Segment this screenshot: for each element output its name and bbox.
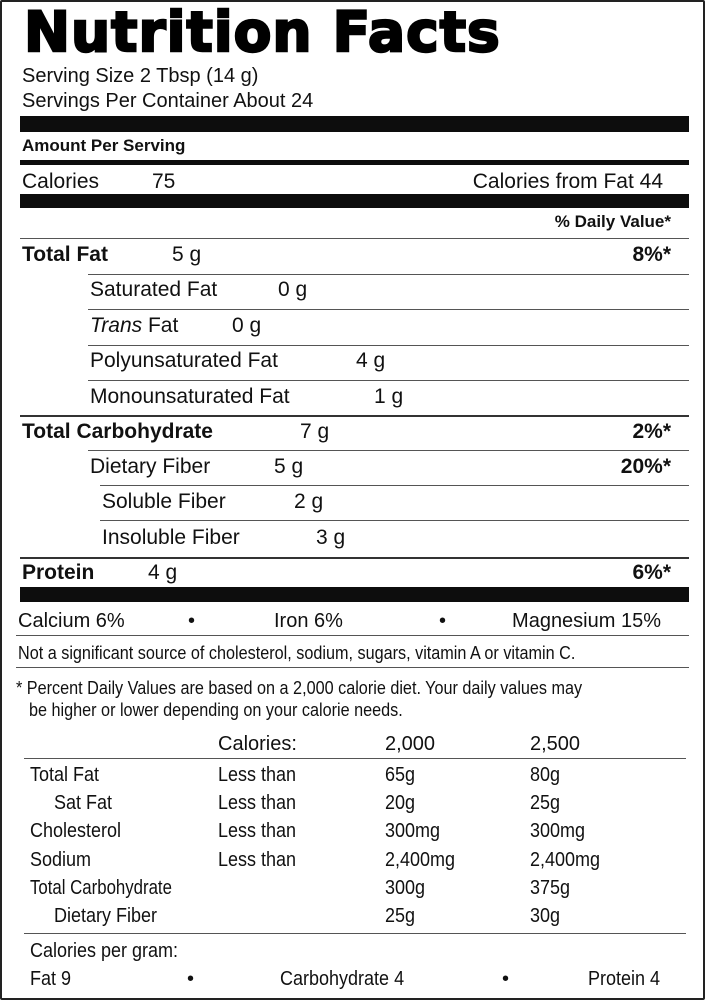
protein-label: Protein bbox=[22, 561, 95, 584]
divider bbox=[20, 238, 689, 239]
servings-per-container: Servings Per Container About 24 bbox=[22, 90, 314, 112]
thick-divider bbox=[20, 116, 689, 132]
calcium-dv: Calcium 6% bbox=[18, 610, 125, 632]
dv-row-qualifier: Less than bbox=[218, 764, 297, 786]
dietary-fiber-amount: 5 g bbox=[274, 455, 304, 478]
dv-row-value-2000: 2,400mg bbox=[385, 849, 456, 871]
trans-fat-amount: 0 g bbox=[232, 314, 262, 337]
dv-row-qualifier: Less than bbox=[218, 792, 297, 814]
protein-per-gram: Protein 4 bbox=[588, 968, 661, 990]
dv-row-name: Total Fat bbox=[30, 764, 100, 786]
dv-row-qualifier: Less than bbox=[218, 820, 297, 842]
bullet-separator: • bbox=[187, 968, 195, 990]
divider bbox=[88, 380, 689, 381]
polyunsaturated-fat-label: Polyunsaturated Fat bbox=[90, 349, 278, 372]
divider bbox=[100, 485, 689, 486]
protein-amount: 4 g bbox=[148, 561, 178, 584]
calories-value: 75 bbox=[152, 170, 176, 193]
monounsaturated-fat-amount: 1 g bbox=[374, 385, 404, 408]
divider bbox=[24, 758, 686, 759]
dv-row-value-2000: 300g bbox=[385, 877, 426, 899]
insoluble-fiber-label: Insoluble Fiber bbox=[102, 526, 240, 549]
fat-per-gram: Fat 9 bbox=[30, 968, 72, 990]
divider bbox=[88, 309, 689, 310]
divider bbox=[20, 557, 689, 559]
dv-row-value-2500: 25g bbox=[530, 792, 561, 814]
carbohydrate-per-gram: Carbohydrate 4 bbox=[280, 968, 405, 990]
amount-per-serving: Amount Per Serving bbox=[22, 136, 186, 155]
dietary-fiber-label: Dietary Fiber bbox=[90, 455, 211, 478]
dv-row-name: Sat Fat bbox=[54, 792, 113, 814]
dv-row-value-2500: 30g bbox=[530, 905, 561, 927]
trans-fat-row bbox=[90, 313, 178, 339]
insoluble-fiber-amount: 3 g bbox=[316, 526, 346, 549]
trans-fat-label-rest: Fat bbox=[142, 314, 179, 337]
dv-row-qualifier: Less than bbox=[218, 849, 297, 871]
dv-row-value-2000: 25g bbox=[385, 905, 416, 927]
total-carbohydrate-label: Total Carbohydrate bbox=[22, 420, 213, 443]
not-significant-note: Not a significant source of cholesterol, sodium, sugars, vitamin A or vitamin C. bbox=[18, 643, 576, 663]
total-carbohydrate-dv: 2%* bbox=[632, 420, 671, 443]
protein-dv: 6%* bbox=[632, 561, 671, 584]
medium-divider bbox=[20, 160, 689, 165]
daily-value-header: % Daily Value* bbox=[554, 212, 671, 231]
dv-row-value-2000: 65g bbox=[385, 764, 416, 786]
trans-fat-label-italic: Trans bbox=[90, 314, 143, 337]
total-fat-row bbox=[22, 242, 108, 268]
divider bbox=[16, 667, 689, 668]
calories-per-gram-label: Calories per gram: bbox=[30, 940, 179, 962]
dv-row-value-2500: 2,400mg bbox=[530, 849, 601, 871]
iron-dv: Iron 6% bbox=[274, 610, 343, 632]
total-carbohydrate-amount: 7 g bbox=[300, 420, 330, 443]
dv-row-name: Sodium bbox=[30, 849, 92, 871]
dv-table-col-2500: 2,500 bbox=[530, 733, 581, 755]
divider bbox=[88, 345, 689, 346]
magnesium-dv: Magnesium 15% bbox=[512, 610, 661, 632]
dv-table-col-2000: 2,000 bbox=[385, 733, 436, 755]
polyunsaturated-fat-amount: 4 g bbox=[356, 349, 386, 372]
dv-row-name: Total Carbohydrate bbox=[30, 877, 172, 899]
thick-divider bbox=[20, 587, 689, 602]
divider bbox=[88, 450, 689, 451]
monounsaturated-fat-label: Monounsaturated Fat bbox=[90, 385, 290, 408]
total-fat-label: Total Fat bbox=[22, 243, 108, 266]
total-fat-dv: 8%* bbox=[632, 243, 671, 266]
soluble-fiber-label: Soluble Fiber bbox=[102, 490, 226, 513]
bullet-separator: • bbox=[439, 610, 447, 632]
footnote-line-2: be higher or lower depending on your calorie needs. bbox=[29, 700, 403, 720]
calories-label: Calories bbox=[22, 170, 100, 193]
bullet-separator: • bbox=[502, 968, 510, 990]
saturated-fat-label: Saturated Fat bbox=[90, 278, 218, 301]
divider bbox=[16, 635, 689, 636]
total-fat-amount: 5 g bbox=[172, 243, 202, 266]
dv-row-value-2500: 300mg bbox=[530, 820, 586, 842]
thick-divider bbox=[20, 194, 689, 208]
label-title: Nutrition Facts bbox=[24, 0, 501, 64]
serving-size: Serving Size 2 Tbsp (14 g) bbox=[22, 65, 259, 87]
dietary-fiber-dv: 20%* bbox=[620, 455, 671, 478]
dv-table-calories-label: Calories: bbox=[218, 733, 297, 755]
divider bbox=[24, 933, 686, 934]
calories-from-fat: Calories from Fat 44 bbox=[472, 170, 663, 193]
bullet-separator: • bbox=[188, 610, 196, 632]
divider bbox=[88, 274, 689, 275]
footnote-line-1: * Percent Daily Values are based on a 2,000 calorie diet. Your daily values may bbox=[16, 678, 583, 698]
dv-row-name: Cholesterol bbox=[30, 820, 122, 842]
dv-row-value-2000: 300mg bbox=[385, 820, 441, 842]
saturated-fat-amount: 0 g bbox=[278, 278, 308, 301]
soluble-fiber-amount: 2 g bbox=[294, 490, 324, 513]
dv-row-value-2500: 375g bbox=[530, 877, 571, 899]
divider bbox=[100, 520, 689, 521]
dv-row-value-2000: 20g bbox=[385, 792, 416, 814]
dv-row-name: Dietary Fiber bbox=[54, 905, 158, 927]
dv-row-value-2500: 80g bbox=[530, 764, 561, 786]
divider bbox=[20, 415, 689, 417]
